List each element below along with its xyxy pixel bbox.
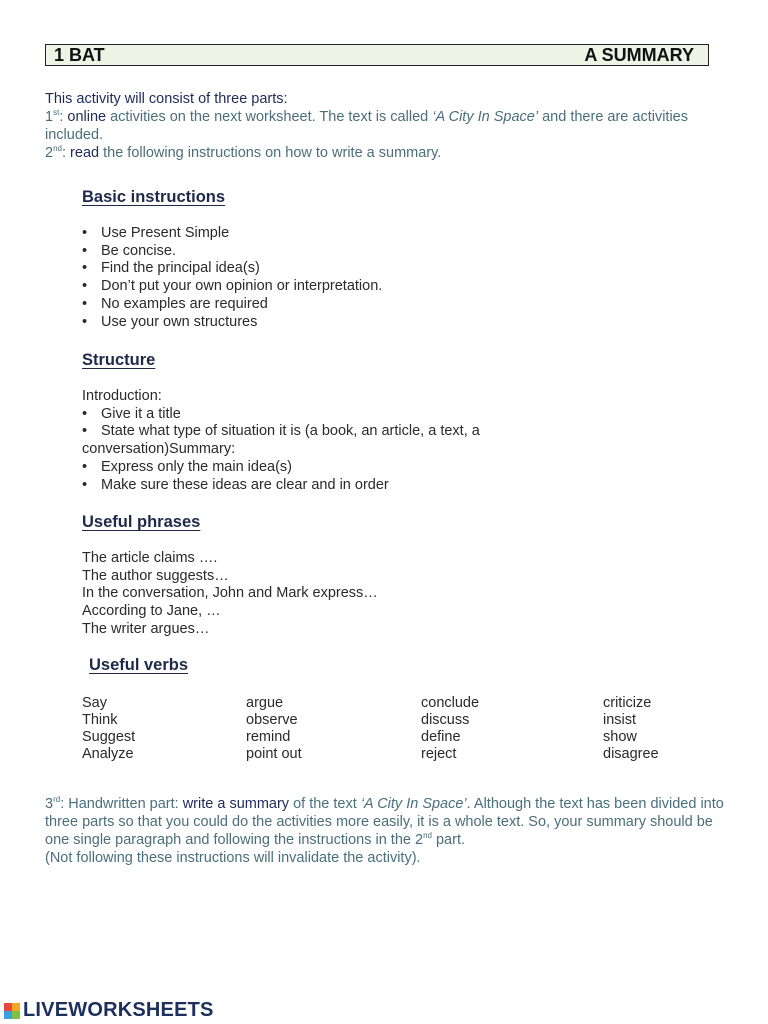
list-item: The writer argues… bbox=[82, 620, 210, 637]
intro-section bbox=[45, 90, 725, 162]
introduction-label: Introduction: bbox=[82, 388, 162, 404]
part-three-tail: part. bbox=[431, 832, 466, 848]
intro-heading: This activity will consist of three parts: bbox=[45, 91, 288, 107]
logo-square-icon bbox=[4, 1003, 12, 1011]
structure-list-b bbox=[82, 459, 722, 494]
logo-square-icon bbox=[12, 1011, 20, 1019]
verb-cell: observe bbox=[246, 712, 298, 728]
document-title: A SUMMARY bbox=[584, 44, 694, 65]
list-item: • Don’t put your own opinion or interpretation. bbox=[82, 278, 722, 296]
ordinal: 3 bbox=[45, 796, 54, 812]
verb-cell: reject bbox=[421, 746, 457, 762]
summary-label: conversation)Summary: bbox=[82, 441, 236, 458]
read-highlight: read bbox=[70, 145, 100, 161]
list-item: The article claims …. bbox=[82, 550, 218, 566]
verb-cell: point out bbox=[246, 746, 302, 762]
structure-heading: Structure bbox=[82, 351, 156, 369]
list-item: • Make sure these ideas are clear and in order bbox=[82, 477, 722, 495]
logo-text: LIVEWORKSHEETS bbox=[23, 999, 214, 1021]
verbs-table bbox=[82, 695, 702, 763]
list-item: • Be concise. bbox=[82, 243, 722, 261]
part-one-text: activities on the next worksheet. The text is called bbox=[106, 109, 433, 125]
verb-cell: define bbox=[421, 729, 461, 745]
ordinal-suffix: nd bbox=[423, 831, 432, 841]
verb-cell: Say bbox=[82, 695, 107, 711]
structure-section bbox=[82, 351, 722, 494]
part-two-text: the following instructions on how to write a summary. bbox=[99, 145, 442, 161]
basic-instructions-section bbox=[82, 188, 722, 331]
part-three-paragraph bbox=[45, 795, 725, 849]
list-item: • No examples are required bbox=[82, 296, 722, 314]
part-three-lead: : Handwritten part: bbox=[60, 796, 183, 812]
verb-cell: show bbox=[603, 729, 637, 745]
separator: : bbox=[59, 109, 68, 125]
useful-phrases-heading: Useful phrases bbox=[82, 513, 201, 531]
verb-cell: disagree bbox=[603, 746, 659, 762]
part-two bbox=[45, 144, 725, 162]
list-item: The author suggests… bbox=[82, 567, 229, 584]
verb-cell: Think bbox=[82, 712, 118, 728]
verb-cell: argue bbox=[246, 695, 284, 711]
title-bar bbox=[45, 44, 709, 66]
logo-icon bbox=[4, 1003, 20, 1019]
list-item: • Find the principal idea(s) bbox=[82, 260, 722, 278]
ordinal-suffix: nd bbox=[53, 144, 62, 154]
list-item: According to Jane, … bbox=[82, 603, 221, 620]
part-three bbox=[45, 795, 725, 867]
write-summary-highlight: write a summary bbox=[182, 796, 290, 812]
part-one bbox=[45, 108, 725, 144]
list-item: • Give it a title bbox=[82, 406, 722, 424]
list-item: In the conversation, John and Mark express… bbox=[82, 585, 378, 602]
verb-cell: Analyze bbox=[82, 746, 134, 762]
structure-list-a bbox=[82, 406, 722, 441]
list-item: • State what type of situation it is (a book, an article, a text, a bbox=[82, 423, 722, 441]
logo-square-icon bbox=[12, 1003, 20, 1011]
verb-cell: conclude bbox=[421, 695, 480, 711]
ordinal-suffix: st bbox=[53, 108, 60, 118]
text-title: ‘A City In Space’ bbox=[360, 796, 467, 812]
part-one-tail: and there are activities included. bbox=[45, 109, 688, 143]
verb-cell: remind bbox=[246, 729, 291, 745]
online-highlight: online bbox=[67, 109, 107, 125]
verb-cell: discuss bbox=[421, 712, 470, 728]
basic-instructions-list bbox=[82, 225, 722, 331]
liveworksheets-logo bbox=[4, 999, 214, 1022]
separator: : bbox=[61, 145, 71, 161]
ordinal: 1 bbox=[45, 109, 54, 125]
verb-cell: criticize bbox=[603, 695, 652, 711]
course-label: 1 BAT bbox=[54, 44, 105, 65]
list-item: • Use Present Simple bbox=[82, 225, 722, 243]
logo-square-icon bbox=[4, 1011, 12, 1019]
useful-verbs-section bbox=[89, 656, 729, 675]
text-title: ‘A City In Space’ bbox=[432, 109, 539, 125]
list-item: • Express only the main idea(s) bbox=[82, 459, 722, 477]
useful-phrases-section bbox=[82, 513, 722, 639]
part-three-body: . Although the text has been divided into three parts so that you could do the activities more easily, it is a whole text. So, your summary should be one single paragraph and following the instructions in the 2 bbox=[45, 796, 724, 848]
basic-instructions-heading: Basic instructions bbox=[82, 188, 226, 206]
phrases-list bbox=[82, 550, 722, 639]
useful-verbs-heading: Useful verbs bbox=[89, 656, 189, 674]
warning-note: (Not following these instructions will invalidate the activity). bbox=[45, 850, 421, 866]
part-three-text: of the text bbox=[289, 796, 361, 812]
verb-cell: Suggest bbox=[82, 729, 136, 745]
list-item: • Use your own structures bbox=[82, 314, 722, 332]
verb-cell: insist bbox=[603, 712, 637, 728]
ordinal-suffix: rd bbox=[53, 795, 61, 805]
ordinal: 2 bbox=[45, 145, 54, 161]
